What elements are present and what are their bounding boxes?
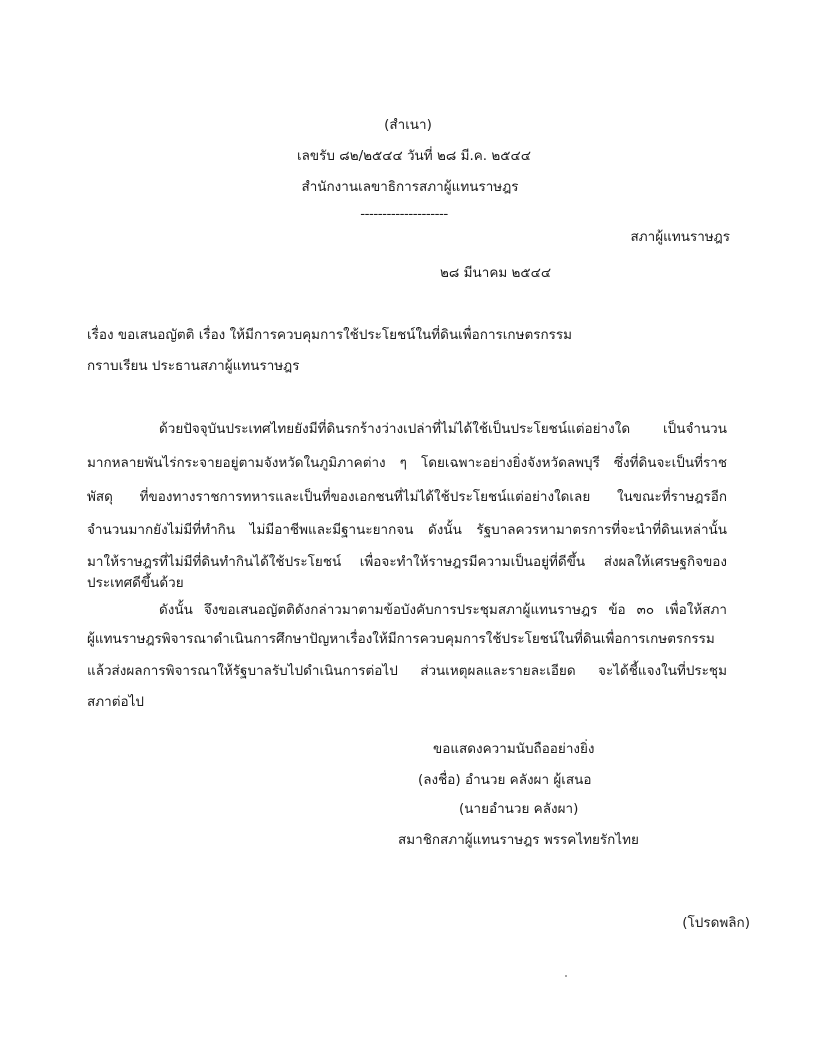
paragraph-line: ประเทศดีขึ้นด้วย bbox=[87, 575, 184, 591]
paragraph-line: แล้วส่งผลการพิจารณาให้รัฐบาลรับไปดำเนินการต่อไป ส่วนเหตุผลและรายละเอียด จะได้ชี้แจงในที่ประชุม bbox=[87, 663, 727, 679]
subject: เรื่อง ขอเสนอญัตติ เรื่อง ให้มีการควบคุมการใช้ประโยชน์ในที่ดินเพื่อการเกษตรกรรม bbox=[87, 327, 573, 343]
sender: สภาผู้แทนราษฎร bbox=[630, 229, 730, 245]
salutation: กราบเรียน ประธานสภาผู้แทนราษฎร bbox=[87, 358, 300, 374]
paragraph-line: พัสดุ ที่ของทางราชการทหารและเป็นที่ของเอกชนที่ไม่ได้ใช้ประโยชน์แต่อย่างใดเลย ในขณะที่ราษฎรอีก bbox=[87, 489, 727, 505]
paragraph-line: ผู้แทนราษฎรพิจารณาดำเนินการศึกษาปัญหาเรื่องให้มีการควบคุมการใช้ประโยชน์ในที่ดินเพื่อการเกษตรกรรม bbox=[87, 631, 715, 647]
scan-speck bbox=[565, 975, 567, 977]
signature-line: (ลงชื่อ) อำนวย คลังผา ผู้เสนอ bbox=[418, 772, 592, 788]
signer-name: (นายอำนวย คลังผา) bbox=[459, 801, 579, 817]
header-separator: -------------------- bbox=[360, 206, 448, 222]
paragraph-line: มากหลายพันไร่กระจายอยู่ตามจังหวัดในภูมิภาคต่าง ๆ โดยเฉพาะอย่างยิ่งจังหวัดลพบุรี ซึ่งที่ดินจะเป็นที่ราช bbox=[87, 455, 727, 471]
turn-over-note: (โปรดพลิก) bbox=[682, 915, 750, 931]
paragraph-line: สภาต่อไป bbox=[87, 694, 144, 710]
closing-regards: ขอแสดงความนับถืออย่างยิ่ง bbox=[433, 741, 595, 757]
date: ๒๘ มีนาคม ๒๕๔๔ bbox=[440, 265, 552, 281]
paragraph-line: มาให้ราษฎรที่ไม่มีที่ดินทำกินได้ใช้ประโยชน์ เพื่อจะทำให้ราษฎรมีความเป็นอยู่ที่ดีขึ้น ส่งผลให้เศรษฐกิจของ bbox=[87, 554, 727, 570]
paragraph-line: ด้วยปัจจุบันประเทศไทยยังมีที่ดินรกร้างว่างเปล่าที่ไม่ได้ใช้เป็นประโยชน์แต่อย่างใด เป็นจำนวน bbox=[159, 421, 727, 437]
paragraph-line: จำนวนมากยังไม่มีที่ทำกิน ไม่มีอาชีพและมีฐานะยากจน ดังนั้น รัฐบาลควรหามาตรการที่จะนำที่ดินเหล่านั้น bbox=[87, 522, 727, 538]
office-name: สำนักงานเลขาธิการสภาผู้แทนราษฎร bbox=[301, 179, 519, 195]
paragraph-line: ดังนั้น จึงขอเสนอญัตติดังกล่าวมาตามข้อบังคับการประชุมสภาผู้แทนราษฎร ข้อ ๓๐ เพื่อให้สภา bbox=[159, 602, 727, 618]
receipt-line: เลขรับ ๘๒/๒๕๔๔ วันที่ ๒๘ มี.ค. ๒๕๔๔ bbox=[297, 148, 531, 164]
copy-mark: (สำเนา) bbox=[384, 117, 432, 133]
signer-position: สมาชิกสภาผู้แทนราษฎร พรรคไทยรักไทย bbox=[398, 832, 639, 848]
